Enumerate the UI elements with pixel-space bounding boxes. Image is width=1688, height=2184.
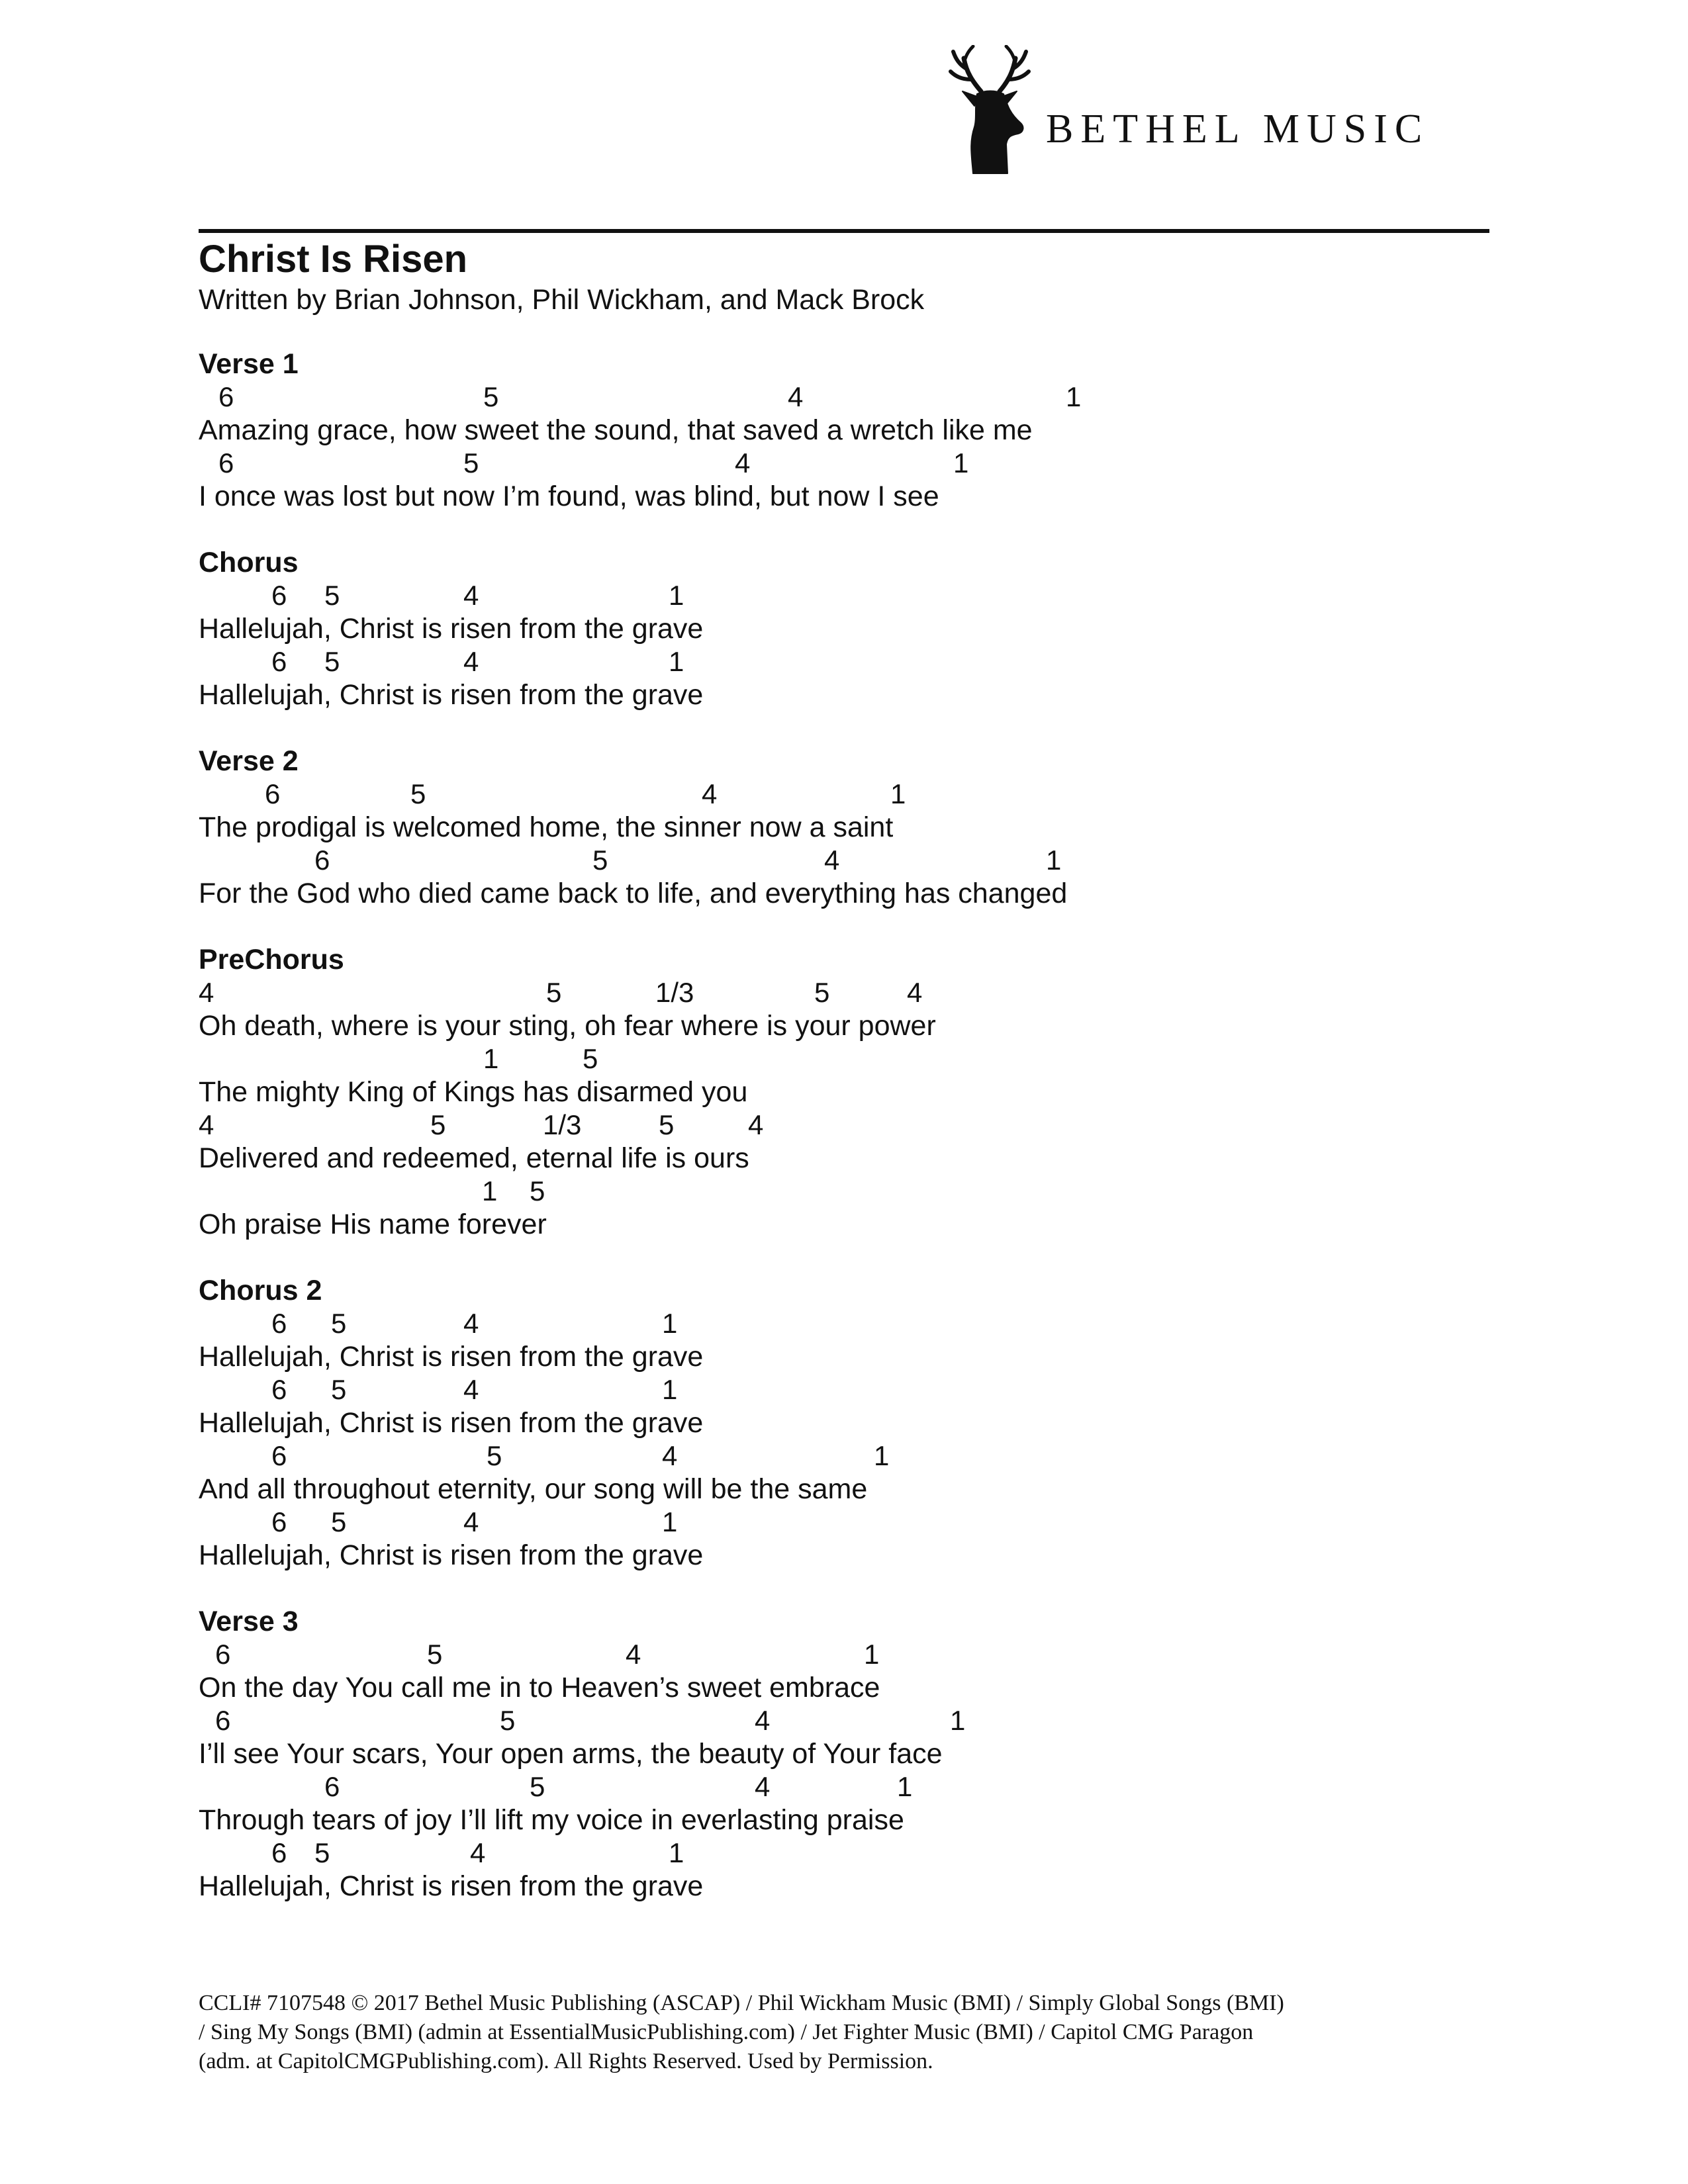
chord-number: 6 (271, 1308, 287, 1339)
chord-number: 1 (662, 1308, 678, 1339)
chord-number: 5 (583, 1043, 598, 1074)
chord-number: 1 (874, 1440, 890, 1471)
chord-number: 5 (324, 580, 340, 611)
section-label: Chorus (199, 547, 299, 578)
songwriter-credits: Written by Brian Johnson, Phil Wickham, and Mack Brock (199, 284, 925, 316)
chord-number: 5 (331, 1308, 347, 1339)
lyric-line: For the God who died came back to life, and everything has changed (199, 878, 1068, 909)
chord-number: 5 (430, 1109, 446, 1140)
chord-number: 1 (662, 1374, 678, 1405)
copyright-footer (199, 1989, 1496, 2076)
chord-number: 6 (271, 1440, 287, 1471)
lyric-line: Oh praise His name forever (199, 1208, 547, 1240)
chord-number: 1 (950, 1705, 966, 1736)
chord-number: 4 (702, 778, 718, 809)
chord-number: 6 (324, 1771, 340, 1802)
lyric-line: Hallelujah, Christ is risen from the grave (199, 679, 704, 711)
lyric-line: Amazing grace, how sweet the sound, that saved a wretch like me (199, 414, 1033, 446)
chord-number: 6 (218, 447, 234, 478)
chord-number: 5 (483, 381, 499, 412)
chord-number: 4 (199, 1109, 214, 1140)
section-label: PreChorus (199, 944, 344, 976)
chord-number: 4 (626, 1639, 641, 1670)
chord-number: 6 (271, 1374, 287, 1405)
lyric-line: Hallelujah, Christ is risen from the grave (199, 1407, 704, 1439)
chord-number: 5 (427, 1639, 443, 1670)
chord-number: 4 (788, 381, 804, 412)
deer-head-icon (947, 45, 1033, 175)
section-label: Chorus 2 (199, 1275, 322, 1306)
chord-number: 5 (463, 447, 479, 478)
section-label: Verse 1 (199, 348, 299, 380)
copyright-line: CCLI# 7107548 © 2017 Bethel Music Publishing (ASCAP) / Phil Wickham Music (BMI) / Simply Global Songs (BMI) (199, 1991, 1284, 2015)
chord-number: 4 (755, 1771, 771, 1802)
section-label: Verse 3 (199, 1606, 299, 1637)
song-title: Christ Is Risen (199, 238, 468, 281)
chord-number: 4 (662, 1440, 678, 1471)
chord-number: 6 (271, 580, 287, 611)
chord-number: 5 (814, 977, 830, 1008)
chord-number: 5 (331, 1506, 347, 1537)
chord-number: 1 (669, 580, 684, 611)
chord-number: 5 (324, 646, 340, 677)
chord-number: 1 (864, 1639, 880, 1670)
lyric-line: I once was lost but now I’m found, was blind, but now I see (199, 480, 939, 512)
chord-number: 5 (487, 1440, 502, 1471)
chord-number: 5 (331, 1374, 347, 1405)
chord-number: 5 (659, 1109, 675, 1140)
chord-number: 6 (218, 381, 234, 412)
chord-number: 4 (907, 977, 923, 1008)
lyric-line: The prodigal is welcomed home, the sinner now a saint (199, 811, 894, 843)
copyright-line: (adm. at CapitolCMGPublishing.com). All Rights Reserved. Used by Permission. (199, 2049, 933, 2073)
chord-number: 5 (314, 1837, 330, 1868)
chord-number: 6 (314, 844, 330, 876)
copyright-line: / Sing My Songs (BMI) (admin at EssentialMusicPublishing.com) / Jet Fighter Music (BMI) / Capitol CMG Paragon (199, 2020, 1254, 2044)
chord-number: 4 (735, 447, 751, 478)
lyric-line: Hallelujah, Christ is risen from the grave (199, 1539, 704, 1571)
chord-number: 4 (463, 1308, 479, 1339)
chord-number: 5 (546, 977, 562, 1008)
chord-number: 5 (410, 778, 426, 809)
chord-number: 5 (500, 1705, 516, 1736)
chord-number: 6 (271, 646, 287, 677)
chord-number: 6 (271, 1506, 287, 1537)
chord-number: 1 (669, 646, 684, 677)
lyric-line: Oh death, where is your sting, oh fear where is your power (199, 1010, 936, 1042)
lyric-line: Hallelujah, Christ is risen from the grave (199, 1341, 704, 1373)
chord-number: 4 (463, 646, 479, 677)
chord-number: 4 (463, 1374, 479, 1405)
lyric-line: Through tears of joy I’ll lift my voice in everlasting praise (199, 1804, 904, 1836)
chord-number: 1 (669, 1837, 684, 1868)
bethel-music-logo (947, 45, 1476, 177)
chord-number: 1/3 (543, 1109, 582, 1140)
lyric-line: And all throughout eternity, our song will be the same (199, 1473, 868, 1505)
chord-number: 4 (199, 977, 214, 1008)
lyric-line: On the day You call me in to Heaven’s sweet embrace (199, 1672, 880, 1704)
brand-name: BETHEL MUSIC (1046, 107, 1430, 152)
lyric-line: I’ll see Your scars, Your open arms, the beauty of Your face (199, 1738, 943, 1770)
section-label: Verse 2 (199, 745, 299, 777)
chord-number: 6 (215, 1639, 231, 1670)
chord-number: 4 (470, 1837, 486, 1868)
chord-number: 5 (592, 844, 608, 876)
chord-number: 4 (463, 580, 479, 611)
chord-number: 1 (953, 447, 969, 478)
chord-number: 1/3 (655, 977, 694, 1008)
lyric-line: Hallelujah, Christ is risen from the grave (199, 613, 704, 645)
chord-number: 1 (482, 1175, 498, 1206)
chord-number: 6 (271, 1837, 287, 1868)
chord-number: 5 (530, 1175, 545, 1206)
chord-number: 6 (215, 1705, 231, 1736)
chord-number: 4 (463, 1506, 479, 1537)
lyric-line: The mighty King of Kings has disarmed you (199, 1076, 748, 1108)
chord-number: 5 (530, 1771, 545, 1802)
chord-number: 4 (755, 1705, 771, 1736)
chord-number: 1 (890, 778, 906, 809)
chord-number: 1 (1046, 844, 1062, 876)
chord-number: 4 (824, 844, 840, 876)
chord-number: 4 (748, 1109, 764, 1140)
chord-number: 1 (483, 1043, 499, 1074)
chord-number: 1 (1066, 381, 1082, 412)
chord-number: 6 (265, 778, 281, 809)
lyric-line: Delivered and redeemed, eternal life is ours (199, 1142, 749, 1174)
chord-number: 1 (897, 1771, 913, 1802)
chord-number: 1 (662, 1506, 678, 1537)
lyric-line: Hallelujah, Christ is risen from the grave (199, 1870, 704, 1902)
